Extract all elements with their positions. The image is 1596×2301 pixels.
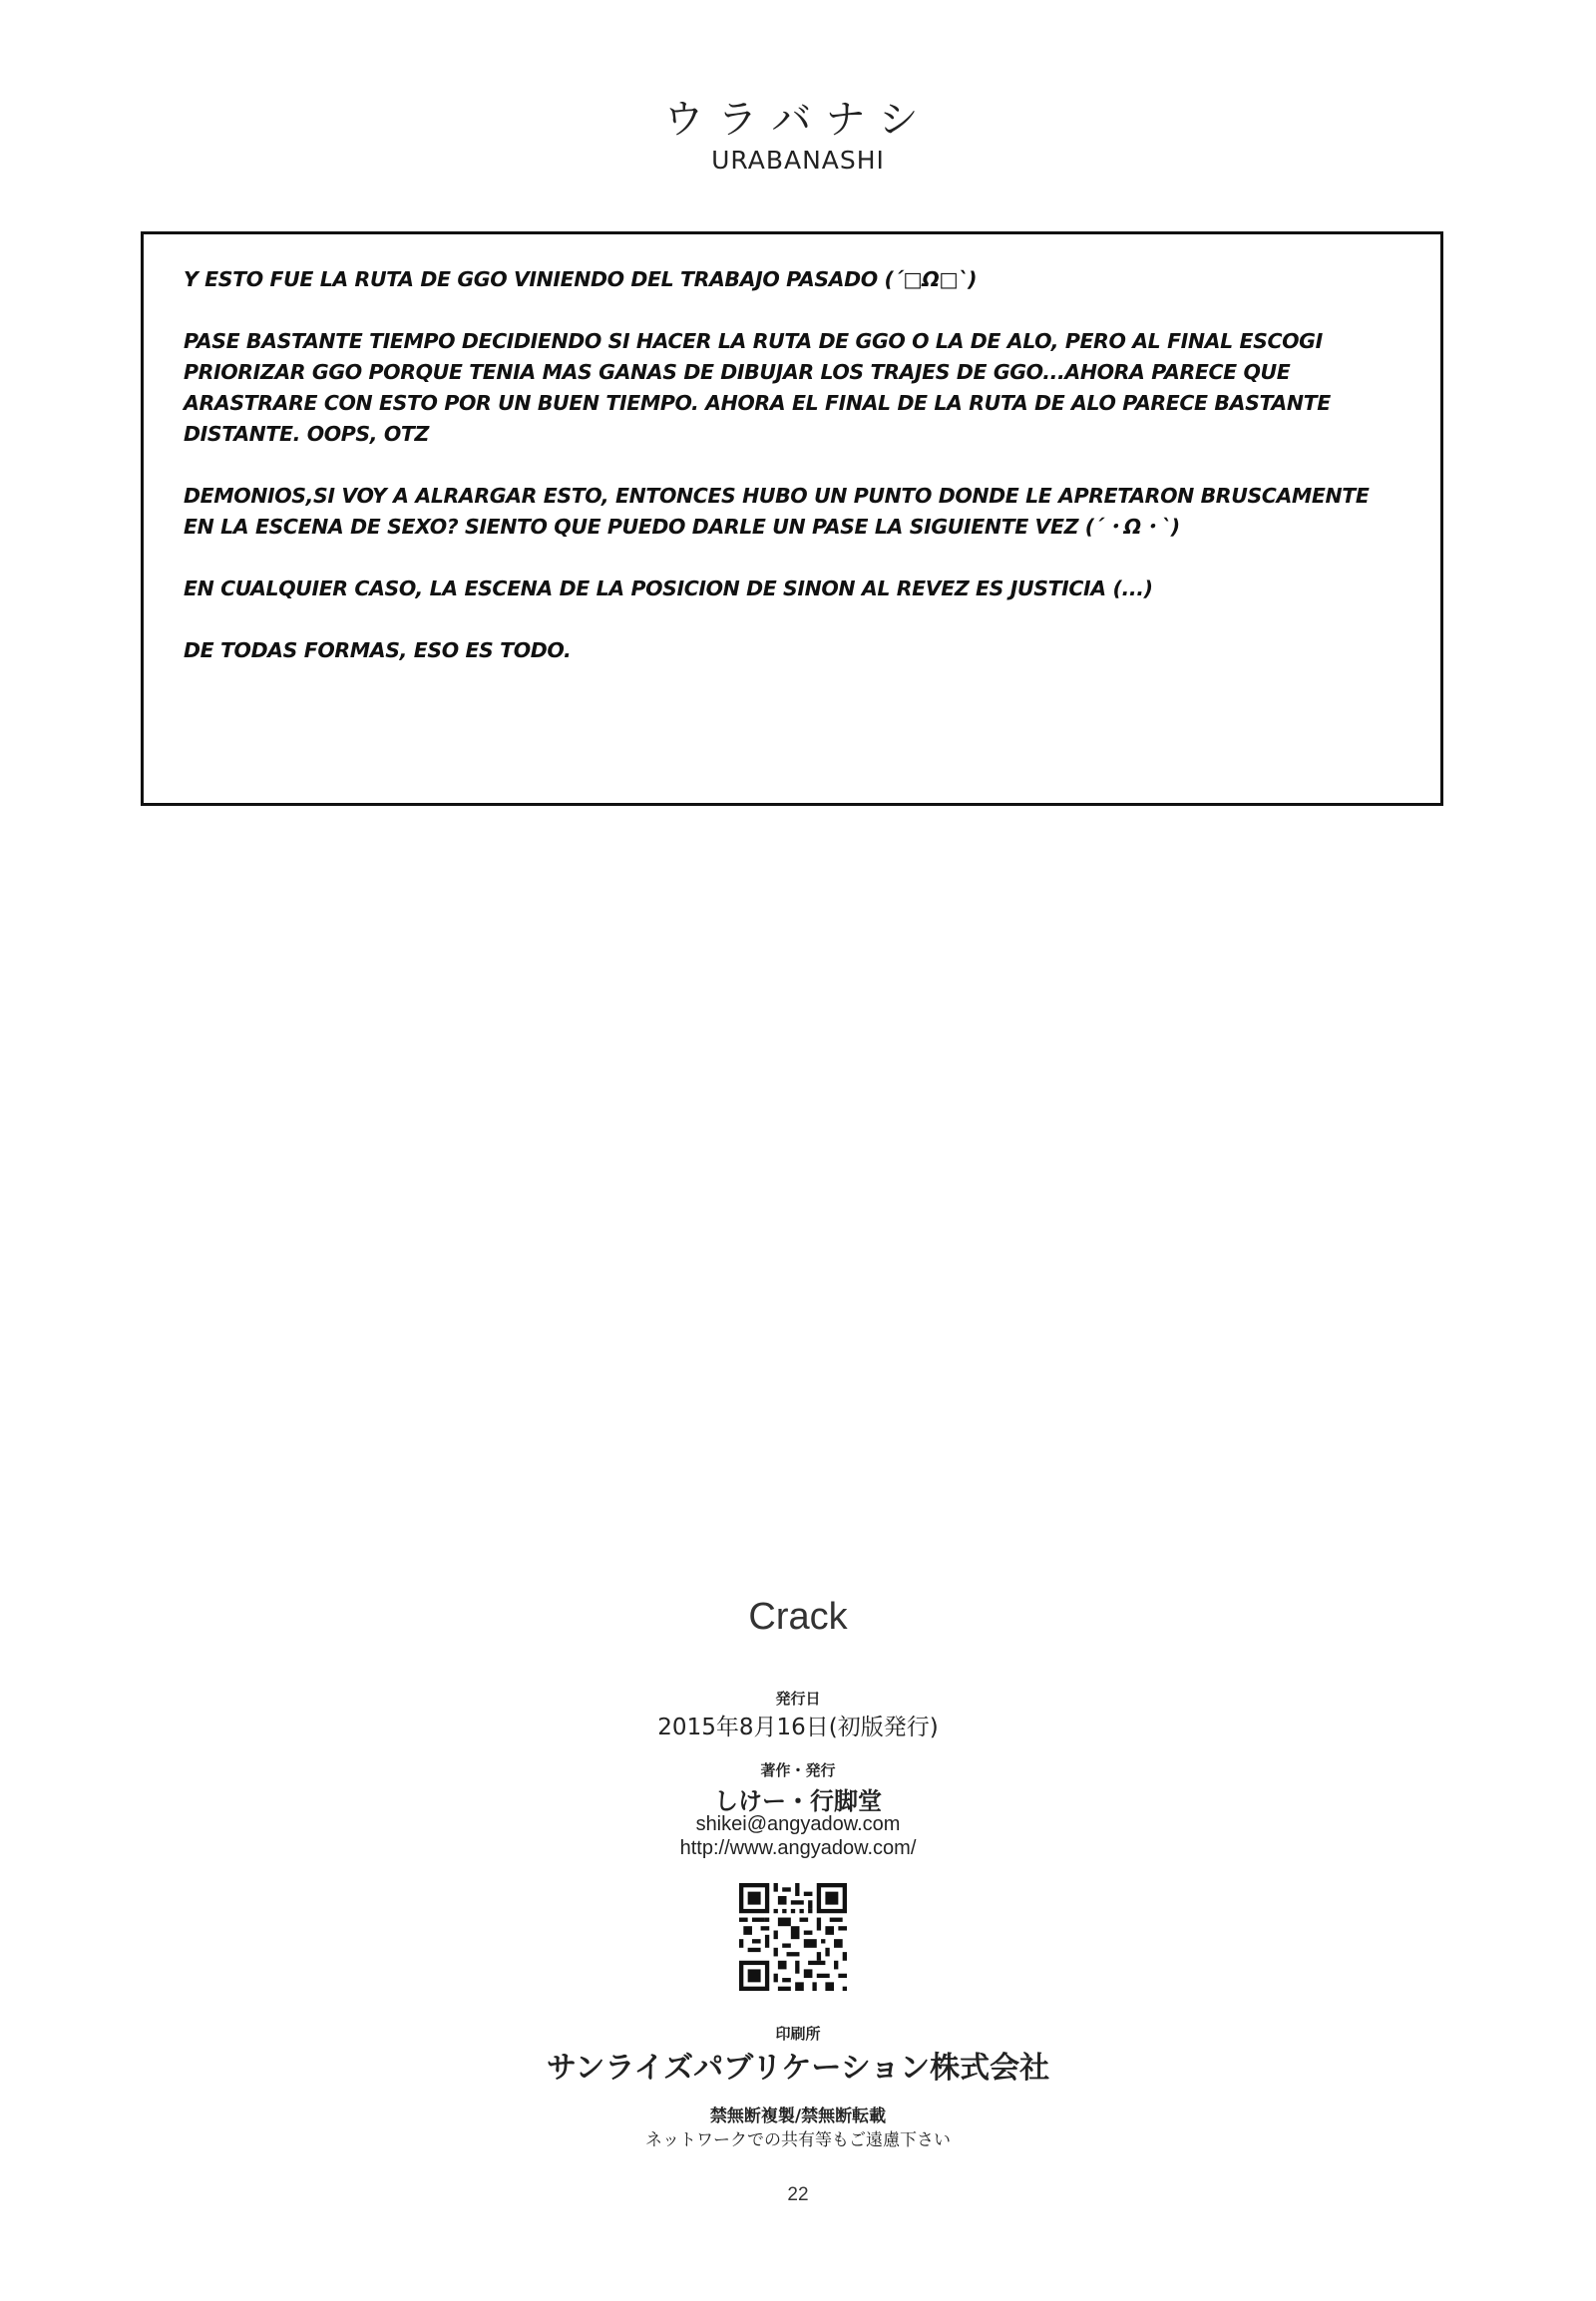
note-paragraph: DEMONIOS,SI VOY A ALRARGAR ESTO, ENTONCES HUBO UN PUNTO DONDE LE APRETARON BRUSCAMENTE EN LA ESCENA DE SEXO? SIENTO QUE PUEDO DARLE UN PASE LA SIGUIENTE VEZ (´・Ω・`) [184, 484, 1370, 539]
note-paragraph: DE TODAS FORMAS, ESO ES TODO. [184, 638, 572, 662]
logo-kana: ウラバナシ [663, 97, 933, 143]
header-logo [0, 96, 1596, 175]
publication-date: 2015年8月16日(初版発行) [657, 1715, 939, 1740]
note-paragraph: PASE BASTANTE TIEMPO DECIDIENDO SI HACER LA RUTA DE GGO O LA DE ALO, PERO AL FINAL ESCOGI PRIORIZAR GGO PORQUE TENIA MAS GANAS DE DIBUJAR LOS TRAJES DE GGO...AHORA PARECE QUE ARASTRARE CON ESTO POR UN BUEN TIEMPO. AHORA EL FINAL DE LA RUTA DE ALO PARECE BASTANTE DISTANTE. OOPS, OTZ [184, 329, 1331, 446]
author-name: しけー・行脚堂 [714, 1787, 882, 1815]
printer-name: サンライズパブリケーション株式会社 [546, 2051, 1050, 2086]
author-note-box [141, 231, 1443, 806]
note-paragraph: Y ESTO FUE LA RUTA DE GGO VINIENDO DEL TRABAJO PASADO (´□Ω□`) [184, 267, 978, 291]
qr-code [739, 1883, 847, 1991]
date-label: 発行日 [775, 1690, 821, 1708]
author-note-text [184, 264, 1400, 697]
logo-latin: URABANASHI [711, 146, 885, 175]
sharing-notice: ネットワークでの共有等もご遠慮下さい [645, 2130, 951, 2150]
printer-label: 印刷所 [775, 2025, 821, 2043]
page-number: 22 [787, 2184, 809, 2205]
note-paragraph: EN CUALQUIER CASO, LA ESCENA DE LA POSICION DE SINON AL REVEZ ES JUSTICIA (...) [184, 576, 1153, 600]
author-website: http://www.angyadow.com/ [679, 1837, 917, 1859]
author-email: shikei@angyadow.com [695, 1813, 901, 1835]
author-label: 著作・発行 [760, 1761, 836, 1779]
book-title: Crack [748, 1596, 848, 1638]
copy-notice: 禁無断複製/禁無断転載 [709, 2107, 887, 2126]
